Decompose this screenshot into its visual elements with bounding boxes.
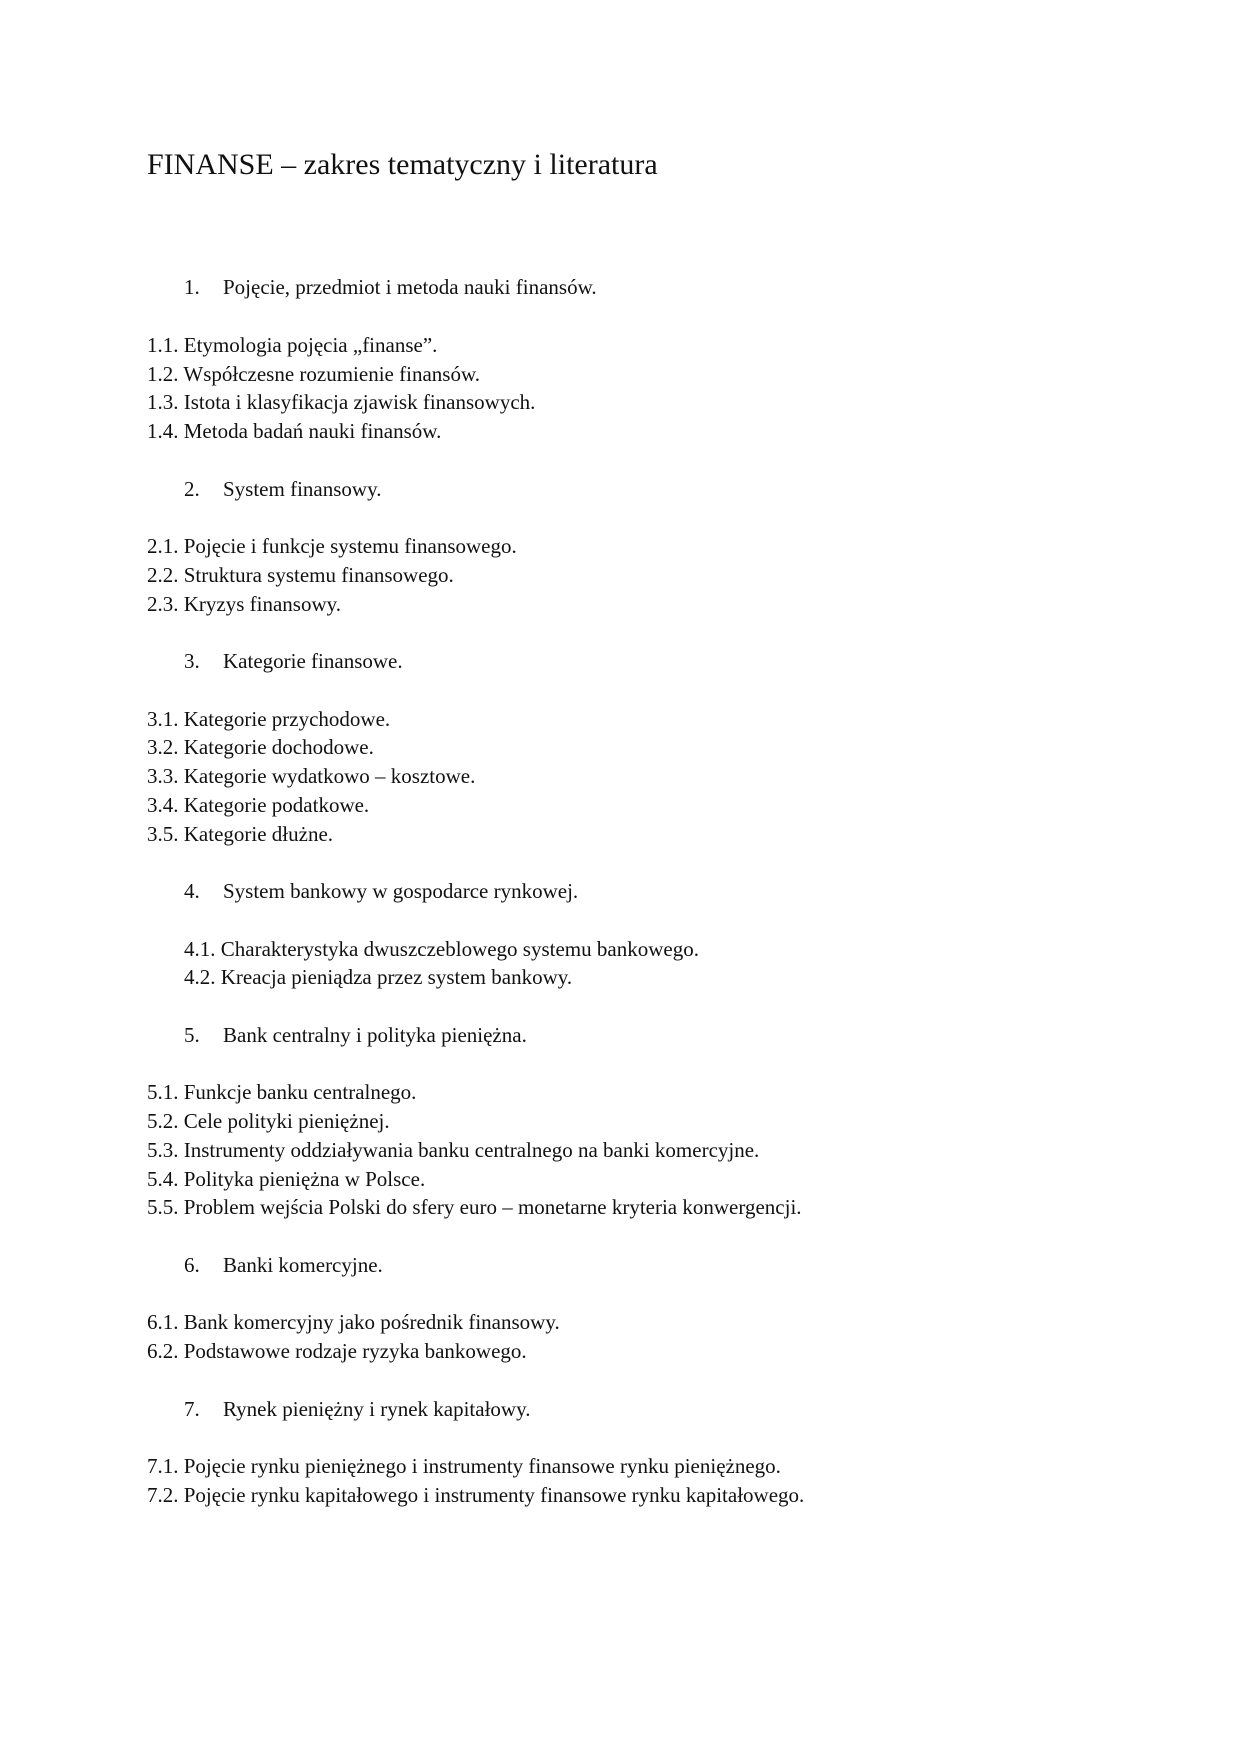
section-heading-6: 6. Banki komercyjne.: [184, 1253, 383, 1277]
list-item: 5.2. Cele polityki pieniężnej.: [147, 1109, 390, 1133]
section-heading-2: 2. System finansowy.: [184, 477, 382, 501]
section-heading-7: 7. Rynek pieniężny i rynek kapitałowy.: [184, 1397, 531, 1421]
list-item: 3.5. Kategorie dłużne.: [147, 822, 334, 846]
list-item: 5.1. Funkcje banku centralnego.: [147, 1080, 417, 1104]
list-item: 5.3. Instrumenty oddziaływania banku centralnego na banki komercyjne.: [147, 1138, 760, 1162]
list-item: 6.1. Bank komercyjny jako pośrednik finansowy.: [147, 1310, 560, 1334]
list-item: 3.2. Kategorie dochodowe.: [147, 735, 374, 759]
section-heading-5: 5. Bank centralny i polityka pieniężna.: [184, 1023, 527, 1047]
section-heading-4: 4. System bankowy w gospodarce rynkowej.: [184, 879, 579, 903]
page-title: FINANSE – zakres tematyczny i literatura: [147, 148, 658, 181]
list-item: 2.3. Kryzys finansowy.: [147, 592, 342, 616]
section-heading-3: 3. Kategorie finansowe.: [184, 649, 403, 673]
list-item: 1.4. Metoda badań nauki finansów.: [147, 419, 442, 443]
list-item: 7.1. Pojęcie rynku pieniężnego i instrumenty finansowe rynku pieniężnego.: [147, 1454, 781, 1478]
list-item: 5.5. Problem wejścia Polski do sfery euro – monetarne kryteria konwergencji.: [147, 1195, 802, 1219]
list-item: 3.4. Kategorie podatkowe.: [147, 793, 370, 817]
list-item: 2.2. Struktura systemu finansowego.: [147, 563, 454, 587]
list-item: 6.2. Podstawowe rodzaje ryzyka bankowego.: [147, 1339, 527, 1363]
list-item: 2.1. Pojęcie i funkcje systemu finansowego.: [147, 534, 517, 558]
list-item: 1.1. Etymologia pojęcia „finanse”.: [147, 333, 438, 357]
list-item: 5.4. Polityka pieniężna w Polsce.: [147, 1167, 426, 1191]
list-item: 7.2. Pojęcie rynku kapitałowego i instrumenty finansowe rynku kapitałowego.: [147, 1483, 805, 1507]
list-item: 1.3. Istota i klasyfikacja zjawisk finansowych.: [147, 390, 536, 414]
list-item: 4.2. Kreacja pieniądza przez system bankowy.: [184, 965, 573, 989]
section-heading-1: 1. Pojęcie, przedmiot i metoda nauki finansów.: [184, 275, 597, 299]
list-item: 1.2. Współczesne rozumienie finansów.: [147, 362, 480, 386]
list-item: 3.3. Kategorie wydatkowo – kosztowe.: [147, 764, 476, 788]
list-item: 4.1. Charakterystyka dwuszczeblowego systemu bankowego.: [184, 937, 699, 961]
list-item: 3.1. Kategorie przychodowe.: [147, 707, 391, 731]
